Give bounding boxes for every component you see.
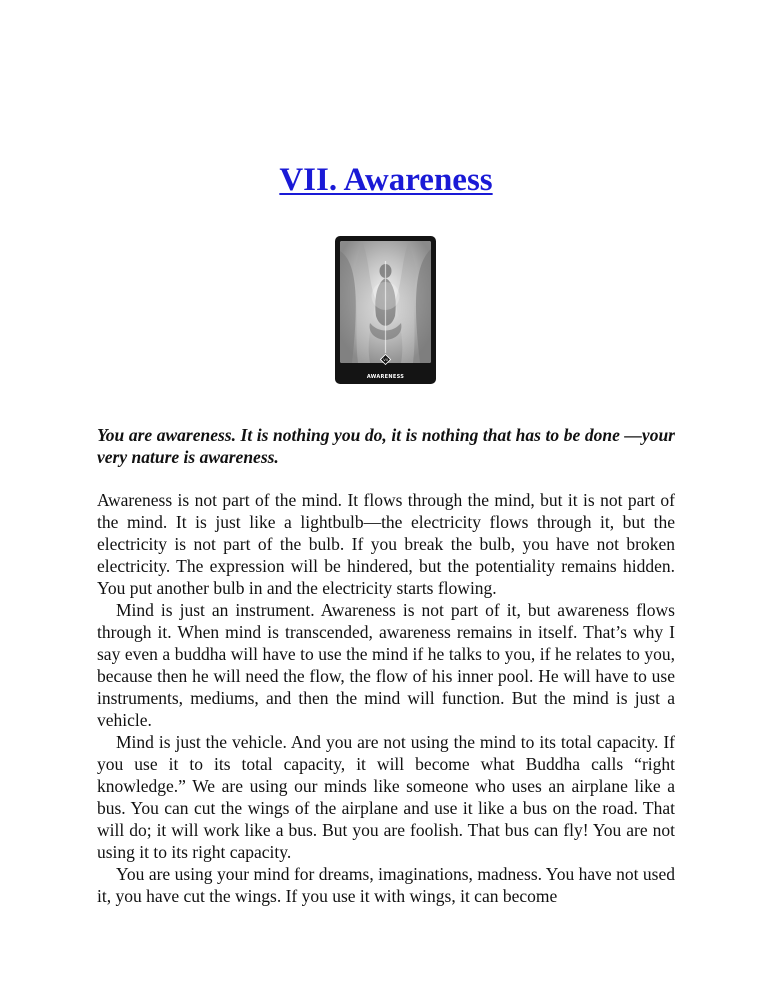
chapter-title-link[interactable]: VII. Awareness <box>279 162 493 198</box>
paragraph: Awareness is not part of the mind. It flows through the mind, but it is not part of the mind. It is just like a lightbulb—the electricity flows through it, but the electricity is not part of the bulb. If you break the bulb, you have not broken electricity. The expression will be hindered, but the potentiality remains hidden. You put another bulb in and the electricity starts flowing. <box>97 490 675 598</box>
paragraph: Mind is just the vehicle. And you are not using the mind to its total capacity. If you use it to its total capacity, it will become what Buddha calls “right knowledge.” We are using our minds like someone who uses an airplane like a bus. You can cut the wings of the airplane and use it like a bus on the road. That will do; it will work like a bus. But you are foolish. That bus can fly! You are not using it to its right capacity. <box>97 732 675 862</box>
meditating-figure-card-art <box>340 241 431 363</box>
card-label: AWARENESS <box>366 374 405 380</box>
paragraph: You are using your mind for dreams, imaginations, madness. You have not used it, you have cut the wings. If you use it with wings, it can become <box>97 864 675 906</box>
epigraph-quote: You are awareness. It is nothing you do, it is nothing that has to be done —your very nature is awareness. <box>97 425 675 467</box>
paragraph: Mind is just an instrument. Awareness is not part of it, but awareness flows through it. When mind is transcended, awareness remains in itself. That’s why I say even a buddha will have to use the mind if he talks to you, if he relates to you, because then he will need the flow, the flow of his inner pool. He will have to use instruments, mediums, and then the mind will function. But the mind is just a vehicle. <box>97 600 675 730</box>
chapter-heading <box>0 158 772 202</box>
tarot-card-image <box>335 236 436 384</box>
svg-text:VII: VII <box>383 358 388 362</box>
diamond-emblem-icon <box>380 354 391 365</box>
body-text <box>97 489 675 907</box>
